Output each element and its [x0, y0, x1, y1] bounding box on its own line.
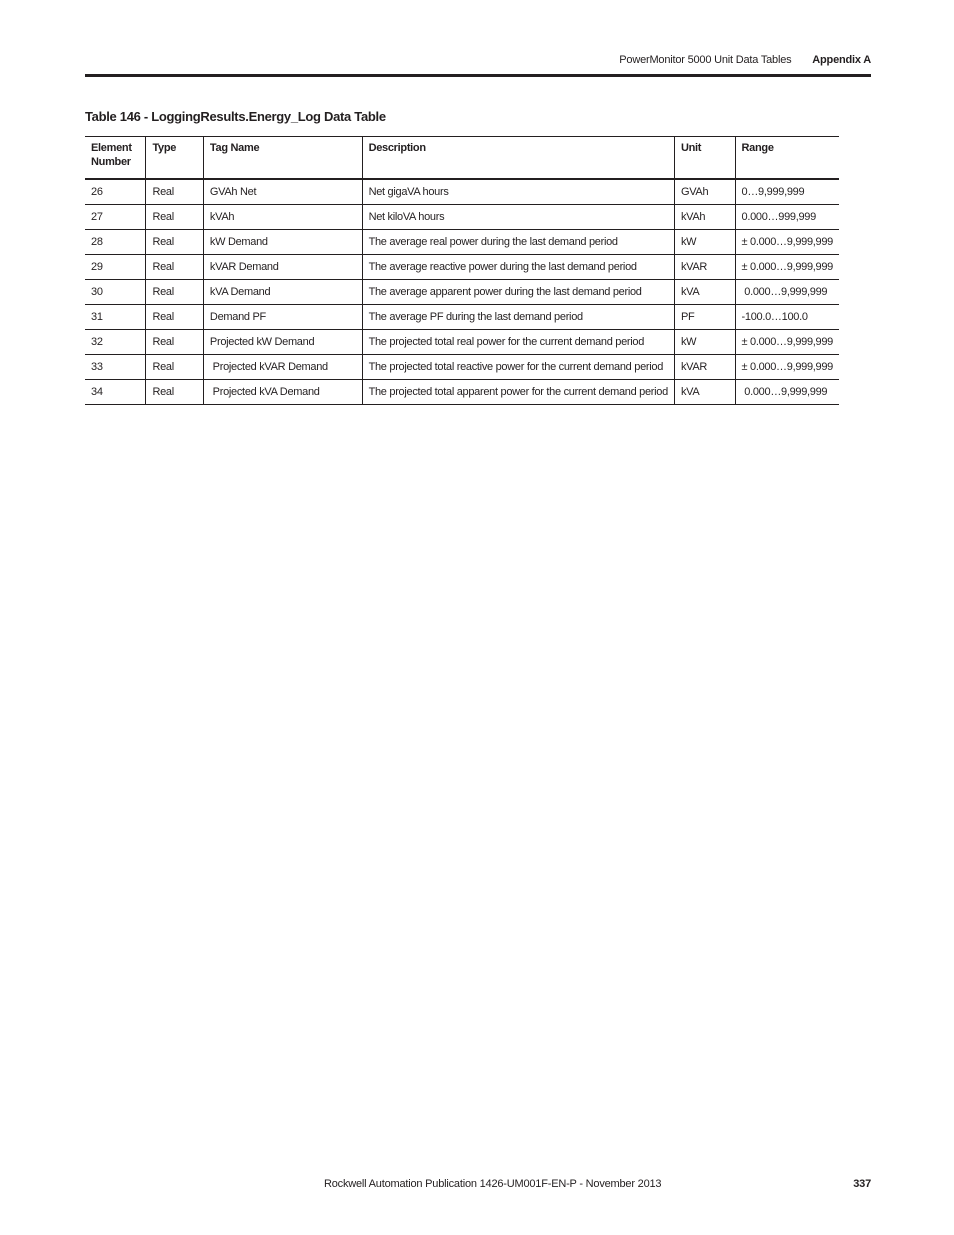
range-cell: ± 0.000…9,999,999: [735, 330, 839, 355]
unit-cell: PF: [674, 305, 735, 330]
description-cell: Net kiloVA hours: [362, 205, 674, 230]
table-header-row: [85, 137, 839, 180]
unit-cell: kW: [674, 230, 735, 255]
publication-info: Rockwell Automation Publication 1426-UM001F-EN-P - November 2013: [324, 1178, 662, 1190]
type-cell: Real: [146, 280, 203, 305]
table-row: [85, 280, 839, 305]
column-header-tag-name: Tag Name: [203, 137, 362, 180]
unit-cell: kW: [674, 330, 735, 355]
table-row: [85, 330, 839, 355]
type-cell: Real: [146, 355, 203, 380]
description-cell: The average reactive power during the last demand period: [362, 255, 674, 280]
tag-name-cell: Demand PF: [203, 305, 362, 330]
table-row: [85, 255, 839, 280]
element-number-cell: 27: [91, 211, 103, 223]
data-table: [85, 136, 839, 405]
tag-name-cell: Projected kW Demand: [203, 330, 362, 355]
header-rule: [85, 74, 871, 77]
range-cell: 0…9,999,999: [735, 179, 839, 205]
element-number-cell: 29: [91, 261, 103, 273]
type-cell: Real: [146, 230, 203, 255]
element-number-cell: 26: [91, 186, 103, 198]
description-cell: The projected total real power for the current demand period: [362, 330, 674, 355]
unit-cell: kVA: [674, 280, 735, 305]
page-number: 337: [853, 1178, 871, 1190]
unit-cell: kVAh: [674, 205, 735, 230]
unit-cell: kVAR: [674, 355, 735, 380]
element-number-cell: 32: [91, 336, 103, 348]
type-cell: Real: [146, 205, 203, 230]
column-header-unit: Unit: [674, 137, 735, 180]
unit-cell: kVAR: [674, 255, 735, 280]
description-cell: The projected total reactive power for the current demand period: [362, 355, 674, 380]
header-section: Appendix A: [812, 54, 871, 66]
table-row: [85, 179, 839, 205]
element-number-cell: 28: [91, 236, 103, 248]
table-body: [85, 179, 839, 405]
unit-cell: kVA: [674, 380, 735, 405]
unit-cell: GVAh: [674, 179, 735, 205]
range-cell: 0.000…9,999,999: [735, 280, 839, 305]
description-cell: The average real power during the last demand period: [362, 230, 674, 255]
range-cell: ± 0.000…9,999,999: [735, 230, 839, 255]
column-header-range: Range: [735, 137, 839, 180]
table-row: [85, 380, 839, 405]
table-row: [85, 305, 839, 330]
tag-name-cell: kVAR Demand: [203, 255, 362, 280]
type-cell: Real: [146, 255, 203, 280]
tag-name-cell: Projected kVAR Demand: [203, 355, 362, 380]
range-cell: ± 0.000…9,999,999: [735, 355, 839, 380]
column-header-type: Type: [146, 137, 203, 180]
header-title: PowerMonitor 5000 Unit Data Tables: [619, 54, 792, 66]
column-header-element-number: [85, 137, 146, 180]
page-header: [619, 54, 871, 66]
element-number-cell: 30: [91, 286, 103, 298]
type-cell: Real: [146, 380, 203, 405]
tag-name-cell: kVAh: [203, 205, 362, 230]
range-cell: ± 0.000…9,999,999: [735, 255, 839, 280]
description-cell: The projected total apparent power for the current demand period: [362, 380, 674, 405]
table-row: [85, 355, 839, 380]
type-cell: Real: [146, 179, 203, 205]
tag-name-cell: kW Demand: [203, 230, 362, 255]
range-cell: 0.000…999,999: [735, 205, 839, 230]
tag-name-cell: kVA Demand: [203, 280, 362, 305]
table-row: [85, 205, 839, 230]
tag-name-cell: Projected kVA Demand: [203, 380, 362, 405]
type-cell: Real: [146, 330, 203, 355]
range-cell: 0.000…9,999,999: [735, 380, 839, 405]
column-header-label: Element Number: [91, 142, 132, 168]
description-cell: The average apparent power during the last demand period: [362, 280, 674, 305]
range-cell: -100.0…100.0: [735, 305, 839, 330]
table-caption: Table 146 - LoggingResults.Energy_Log Data Table: [85, 109, 386, 124]
table-row: [85, 230, 839, 255]
column-header-description: Description: [362, 137, 674, 180]
description-cell: Net gigaVA hours: [362, 179, 674, 205]
element-number-cell: 31: [91, 311, 103, 323]
element-number-cell: 33: [91, 361, 103, 373]
description-cell: The average PF during the last demand period: [362, 305, 674, 330]
type-cell: Real: [146, 305, 203, 330]
element-number-cell: 34: [91, 386, 103, 398]
tag-name-cell: GVAh Net: [203, 179, 362, 205]
